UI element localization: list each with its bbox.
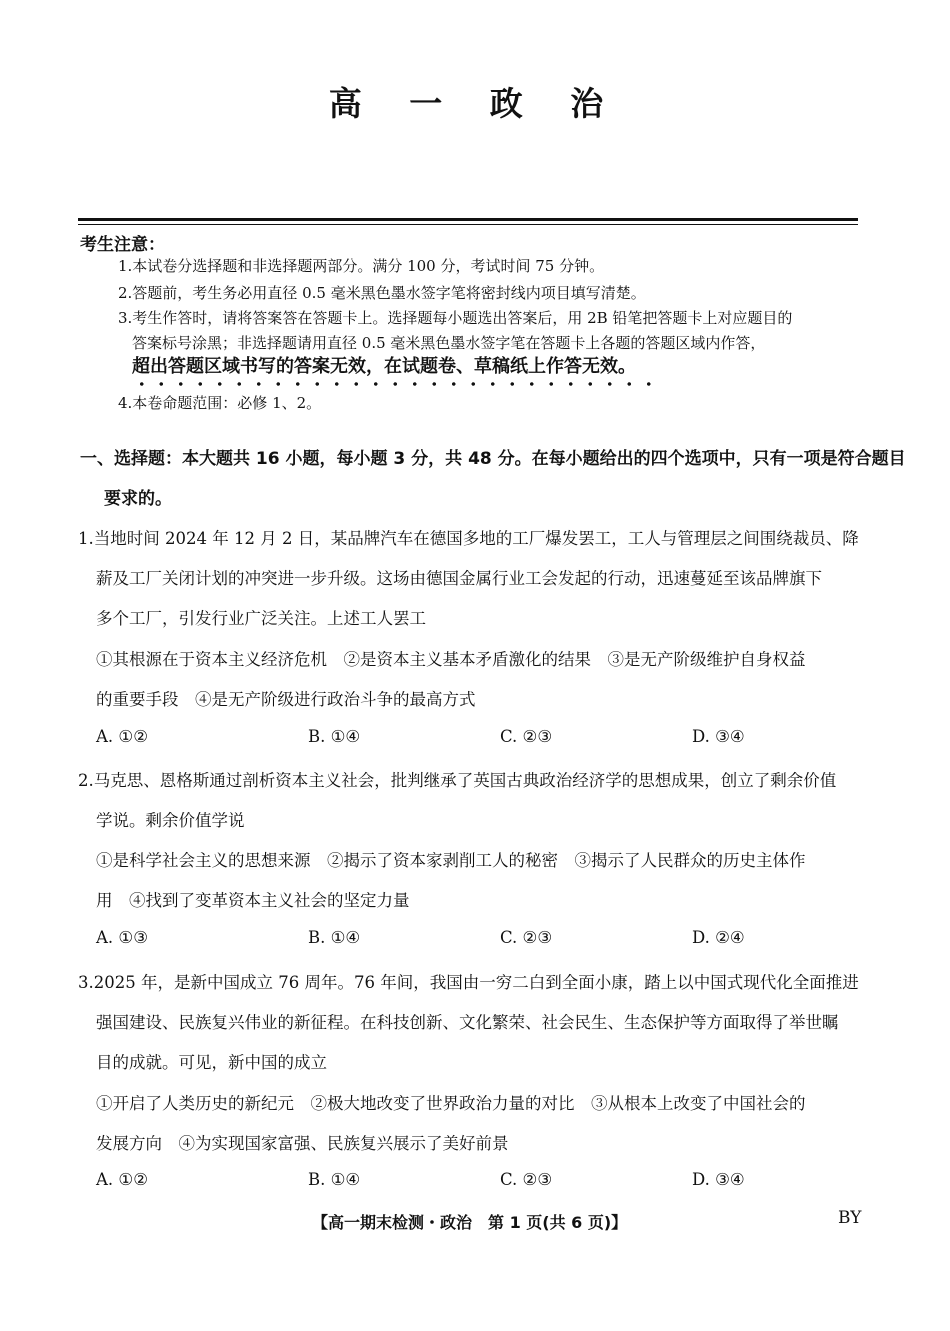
option-b: B. ①④ (308, 1170, 361, 1189)
notice-item: 3.考生作答时，请将答案答在答题卡上。选择题每小题选出答案后，用 2B 铅笔把答题卡上对应题目的 (118, 309, 793, 327)
question-statements: 用 ④找到了变革资本主义社会的坚定力量 (96, 891, 410, 910)
page-title: 高 一 政 治 (328, 84, 622, 123)
question-statements: 发展方向 ④为实现国家富强、民族复兴展示了美好前景 (96, 1134, 509, 1153)
option-c: C. ②③ (500, 727, 553, 746)
section-heading: 一、选择题：本大题共 16 小题，每小题 3 分，共 48 分。在每小题给出的四个选项中，只有一项是符合题目 (80, 449, 906, 469)
divider-thick (78, 218, 858, 221)
paper-code: BY (838, 1208, 862, 1228)
option-c: C. ②③ (500, 1170, 553, 1189)
notice-item: 4.本卷命题范围：必修 1、2。 (118, 394, 322, 412)
option-d: D. ③④ (692, 1170, 745, 1189)
option-d: D. ③④ (692, 727, 745, 746)
question-stem: 薪及工厂关闭计划的冲突进一步升级。这场由德国金属行业工会发起的行动，迅速蔓延至该品牌旗下 (96, 569, 822, 588)
option-b: B. ①④ (308, 727, 361, 746)
notice-item: 答案标号涂黑；非选择题请用直径 0.5 毫米黑色墨水签字笔在答题卡上各题的答题区域内作答， (132, 334, 766, 352)
option-a: A. ①③ (96, 928, 148, 947)
question-stem: 多个工厂，引发行业广泛关注。上述工人罢工 (96, 609, 426, 628)
question-stem: 3.2025 年，是新中国成立 76 周年。76 年间，我国由一穷二白到全面小康，踏上以中国式现代化全面推进 (78, 973, 859, 992)
option-a: A. ①② (96, 1170, 148, 1189)
section-heading-cont: 要求的。 (104, 489, 172, 509)
divider-thin (78, 224, 858, 225)
question-stem: 强国建设、民族复兴伟业的新征程。在科技创新、文化繁荣、社会民生、生态保护等方面取得了举世瞩 (96, 1013, 839, 1032)
option-c: C. ②③ (500, 928, 553, 947)
notice-item-emphasis: 超出答题区域书写的答案无效，在试题卷、草稿纸上作答无效。 (132, 356, 636, 377)
option-a: A. ①② (96, 727, 148, 746)
page-footer: 【高一期末检测・政治 第 1 页(共 6 页)】 (312, 1213, 628, 1232)
question-stem: 2.马克思、恩格斯通过剖析资本主义社会，批判继承了英国古典政治经济学的思想成果，创立了剩余价值 (78, 771, 837, 790)
notice-item: 2.答题前，考生务必用直径 0.5 毫米黑色墨水签字笔将密封线内项目填写清楚。 (118, 284, 646, 302)
question-stem: 1.当地时间 2024 年 12 月 2 日，某品牌汽车在德国多地的工厂爆发罢工，工人与管理层之间围绕裁员、降 (78, 529, 859, 548)
question-stem: 目的成就。可见，新中国的成立 (96, 1053, 327, 1072)
emphasis-dots (132, 381, 652, 387)
option-d: D. ②④ (692, 928, 745, 947)
question-statements: 的重要手段 ④是无产阶级进行政治斗争的最高方式 (96, 690, 476, 709)
question-statements: ①开启了人类历史的新纪元 ②极大地改变了世界政治力量的对比 ③从根本上改变了中国社会的 (96, 1094, 806, 1113)
notice-item: 1.本试卷分选择题和非选择题两部分。满分 100 分，考试时间 75 分钟。 (118, 257, 605, 275)
notice-heading: 考生注意： (80, 235, 165, 255)
question-stem: 学说。剩余价值学说 (96, 811, 245, 830)
option-b: B. ①④ (308, 928, 361, 947)
question-statements: ①其根源在于资本主义经济危机 ②是资本主义基本矛盾激化的结果 ③是无产阶级维护自身权益 (96, 650, 806, 669)
question-statements: ①是科学社会主义的思想来源 ②揭示了资本家剥削工人的秘密 ③揭示了人民群众的历史主体作 (96, 851, 806, 870)
